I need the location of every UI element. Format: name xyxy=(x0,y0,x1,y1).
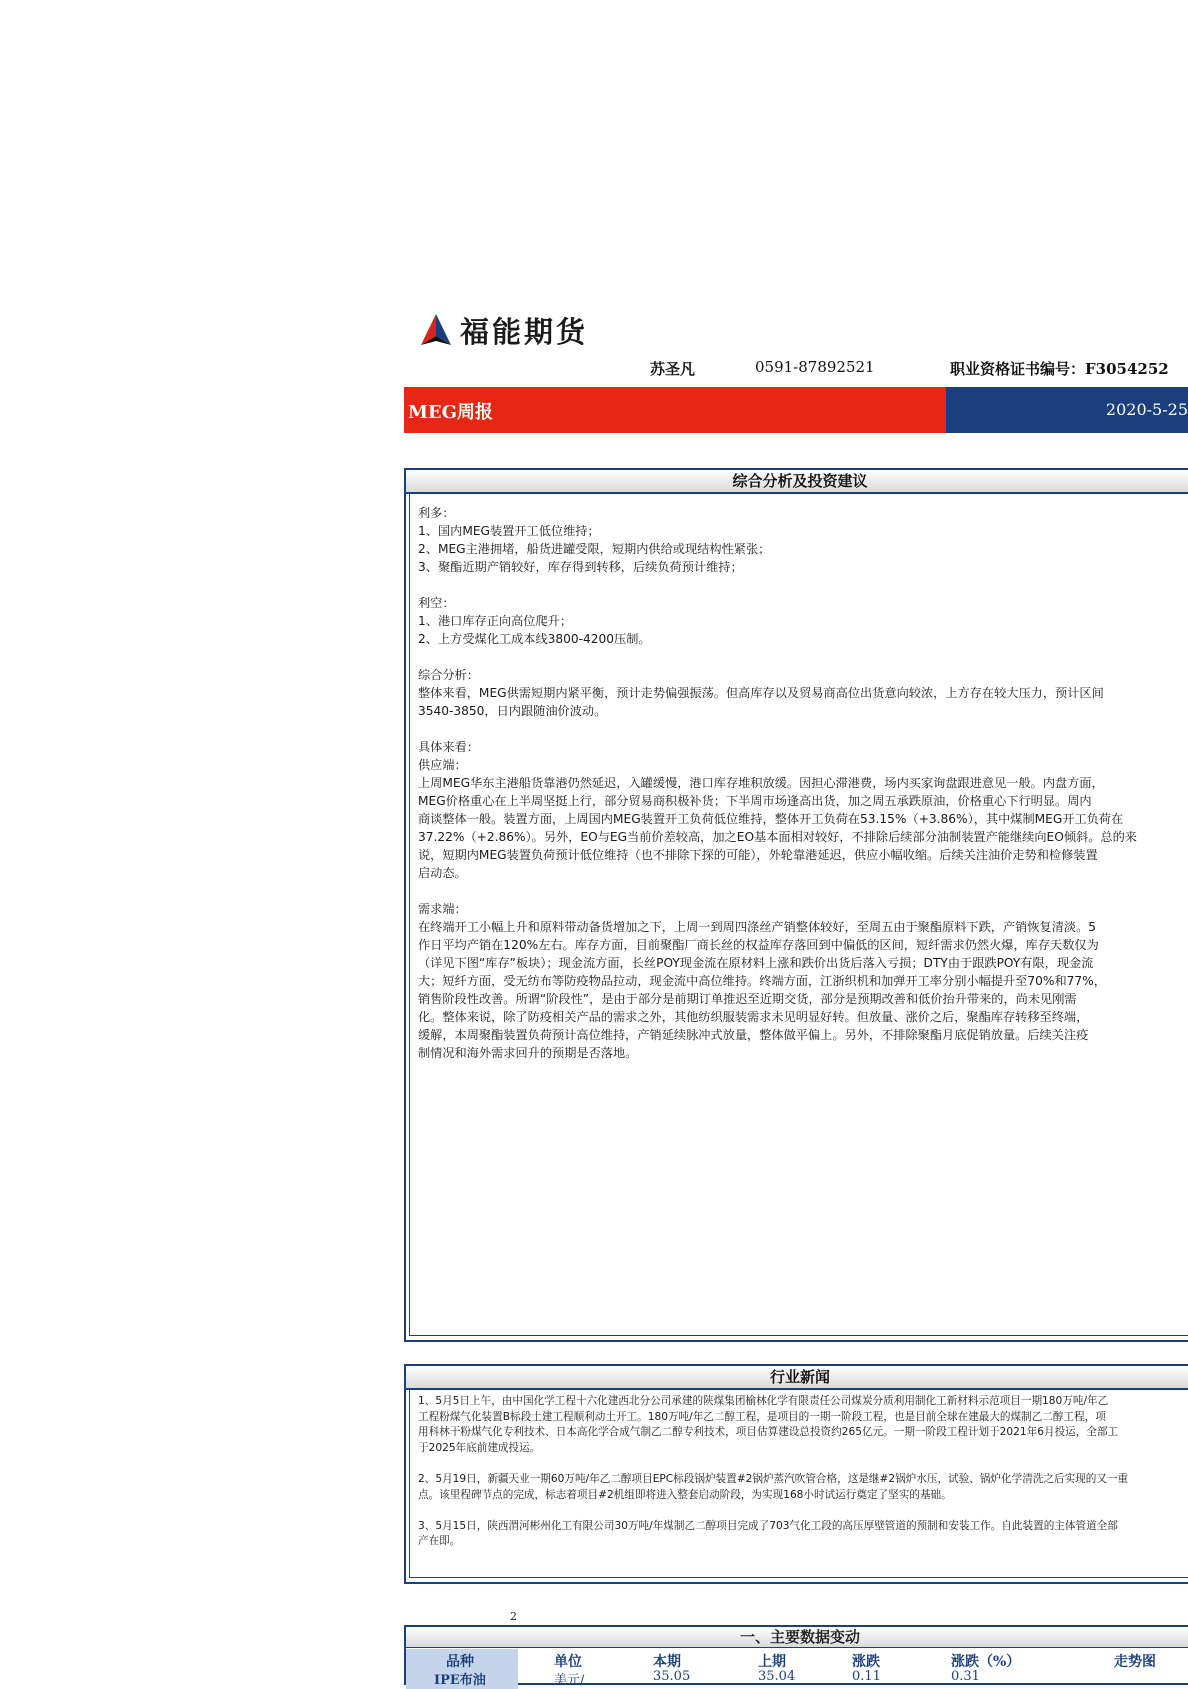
news-title: 行业新闻 xyxy=(406,1366,1188,1390)
news-line: 3、5月15日，陕西渭河彬州化工有限公司30万吨/年煤制乙二醇项目完成了703气化工段的高压厚壁管道的预制和安装工作。自此装置的主体管道全部 xyxy=(418,1519,1118,1532)
analyst-name: 苏圣凡 xyxy=(650,360,696,378)
analysis-line: 3、聚酯近期产销较好，库存得到转移，后续负荷预计维持； xyxy=(418,560,743,574)
analysis-line: 1、国内MEG装置开工低位维持； xyxy=(418,524,600,538)
analysis-line: 上周MEG华东主港船货靠港仍然延迟，入罐缓慢，港口库存堆积放缓。因担心滞港费，场内买家询盘跟进意见一般。内盘方面， xyxy=(418,776,1104,790)
report-date: 2020-5-25 xyxy=(1105,400,1188,419)
news-panel xyxy=(404,1364,1188,1584)
col-header: 走势图 xyxy=(1114,1654,1156,1670)
news-line: 于2025年底前建成投运。 xyxy=(418,1441,541,1454)
analysis-line xyxy=(418,882,1188,900)
news-line xyxy=(418,1503,1188,1519)
banner-title-bar xyxy=(404,387,946,433)
analysis-line: 1、港口库存正向高位爬升； xyxy=(418,614,573,628)
analysis-line: 需求端： xyxy=(418,902,467,916)
news-line: 工程粉煤气化装置B标段土建工程顺利动土开工。180万吨/年乙二醇工程，是项目的一期一阶段工程，也是目前全球在建最大的煤制乙二醇工程，项 xyxy=(418,1410,1106,1423)
table-cell: 35.05 xyxy=(653,1669,691,1684)
analysis-line: 3540-3850，日内跟随油价波动。 xyxy=(418,704,607,718)
analysis-line xyxy=(418,648,1188,666)
company-name: 福能期货 xyxy=(460,314,589,349)
col-header: 本期 xyxy=(653,1654,681,1670)
col-header: 品种 xyxy=(446,1654,474,1670)
analysis-line: 说，短期内MEG装置负荷预计低位维持（也不排除下探的可能），外轮靠港延迟，供应小幅收缩。后续关注油价走势和检修装置 xyxy=(418,848,1098,862)
analysis-line: 销售阶段性改善。所谓“阶段性”，是由于部分是前期订单推迟至近期交货，部分是预期改善和低价抬升带来的，尚未见刚需 xyxy=(418,992,1077,1006)
news-line: 1、5月5日上午，由中国化学工程十六化建西北分公司承建的陕煤集团榆林化学有限责任公司煤炭分质利用制化工新材料示范项目一期180万吨/年乙 xyxy=(418,1395,1109,1407)
table-cell: 35.04 xyxy=(758,1669,796,1684)
analysis-line xyxy=(418,576,1188,594)
analyst-phone: 0591-87892521 xyxy=(755,358,875,376)
table-header-row xyxy=(406,1649,1188,1671)
data-table-title: 一、主要数据变动 xyxy=(406,1627,1188,1648)
logo-mark-icon xyxy=(418,312,454,348)
analysis-line: MEG价格重心在上半周坚挺上行，部分贸易商积极补货；下半周市场逢高出货，加之周五承跌原油，价格重心下行明显。周内 xyxy=(418,794,1092,808)
analysis-line: 具体来看： xyxy=(418,740,479,754)
analysis-line: 缓解，本周聚酯装置负荷预计高位维持，产销延续脉冲式放量，整体做平偏上。另外，不排除聚酯月底促销放量。后续关注疫 xyxy=(418,1028,1089,1042)
table-cell: 美元/ xyxy=(554,1673,585,1688)
certificate-number: 职业资格证书编号：F3054252 xyxy=(950,360,1169,378)
analysis-line: 作日平均产销在120%左右。库存方面，目前聚酯厂商长丝的权益库存落回到中偏低的区间，短纤需求仍然火爆，库存天数仅为 xyxy=(418,938,1099,952)
banner-date-bar xyxy=(946,387,1188,433)
page-number: 2 xyxy=(510,1610,517,1623)
analysis-line: 综合分析： xyxy=(418,668,479,682)
report-title: MEG周报 xyxy=(408,402,494,423)
col-header: 单位 xyxy=(554,1654,582,1670)
news-line xyxy=(418,1456,1188,1472)
analysis-line: 供应端： xyxy=(418,758,467,772)
analysis-line: 2、上方受煤化工成本线3800-4200压制。 xyxy=(418,632,651,646)
news-line: 2、5月19日，新疆天业一期60万吨/年乙二醇项目EPC标段锅炉装置#2锅炉蒸汽吹管合格，这是继#2锅炉水压，试验、锅炉化学清洗之后实现的又一重 xyxy=(418,1472,1129,1485)
col-header: 涨跌（%） xyxy=(951,1654,1021,1670)
news-text xyxy=(418,1394,1188,1550)
table-cell: 0.11 xyxy=(852,1669,881,1684)
analysis-line: 在终端开工小幅上升和原料带动备货增加之下，上周一到周四涤丝产销整体较好，至周五由于聚酯原料下跌，产销恢复清淡。5 xyxy=(418,920,1097,934)
data-table xyxy=(404,1625,1188,1688)
news-line: 点。该里程碑节点的完成，标志着项目#2机组即将进入整套启动阶段，为实现168小时试运行奠定了坚实的基础。 xyxy=(418,1488,952,1501)
analysis-line: 利多： xyxy=(418,506,455,520)
analysis-line: （详见下图“库存”板块）；现金流方面，长丝POY现金流在原材料上涨和跌价出货后落入亏损；DTY由于跟跌POY有限，现金流 xyxy=(418,956,1094,970)
table-cell: 0.31 xyxy=(951,1669,980,1684)
analysis-line: 2、MEG主港拥堵，船货进罐受限，短期内供给或现结构性紧张； xyxy=(418,542,771,556)
analysis-line xyxy=(418,720,1188,738)
analysis-title: 综合分析及投资建议 xyxy=(406,470,1188,494)
table-row xyxy=(406,1669,1188,1688)
analysis-line: 启动态。 xyxy=(418,866,467,880)
table-cell: IPE布油 xyxy=(434,1673,486,1688)
analysis-line: 商谈整体一般。装置方面，上周国内MEG装置开工负荷低位维持，整体开工负荷在53.15%（+3.86%），其中煤制MEG开工负荷在 xyxy=(418,812,1124,826)
report-banner xyxy=(404,387,1188,433)
news-line: 产在即。 xyxy=(418,1535,461,1548)
analysis-line: 大；短纤方面，受无纺布等防疫物品拉动，现金流中高位维持。终端方面，江浙织机和加弹开工率分别小幅提升至70%和77%， xyxy=(418,974,1106,988)
col-header: 上期 xyxy=(758,1654,786,1670)
col-header: 涨跌 xyxy=(852,1654,880,1670)
analysis-line: 37.22%（+2.86%）。另外，EO与EG当前价差较高，加之EO基本面相对较好，不排除后续部分油制装置产能继续向EO倾斜。总的来 xyxy=(418,830,1137,844)
analysis-line: 制情况和海外需求回升的预期是否落地。 xyxy=(418,1046,638,1060)
analysis-line: 整体来看，MEG供需短期内紧平衡，预计走势偏强振荡。但高库存以及贸易商高位出货意向较浓，上方存在较大压力，预计区间 xyxy=(418,686,1104,700)
analysis-line: 化。整体来说，除了防疫相关产品的需求之外，其他纺织服装需求未见明显好转。但放量、涨价之后，聚酯库存转移至终端， xyxy=(418,1010,1089,1024)
company-logo xyxy=(418,310,588,350)
analysis-text xyxy=(418,504,1188,1062)
analysis-line: 利空： xyxy=(418,596,455,610)
news-line: 用科林干粉煤气化专利技术、日本高化学合成气制乙二醇专利技术，项目估算建设总投资约265亿元。一期一阶段工程计划于2021年6月投运，全部工 xyxy=(418,1426,1119,1439)
analysis-panel xyxy=(404,468,1188,1342)
